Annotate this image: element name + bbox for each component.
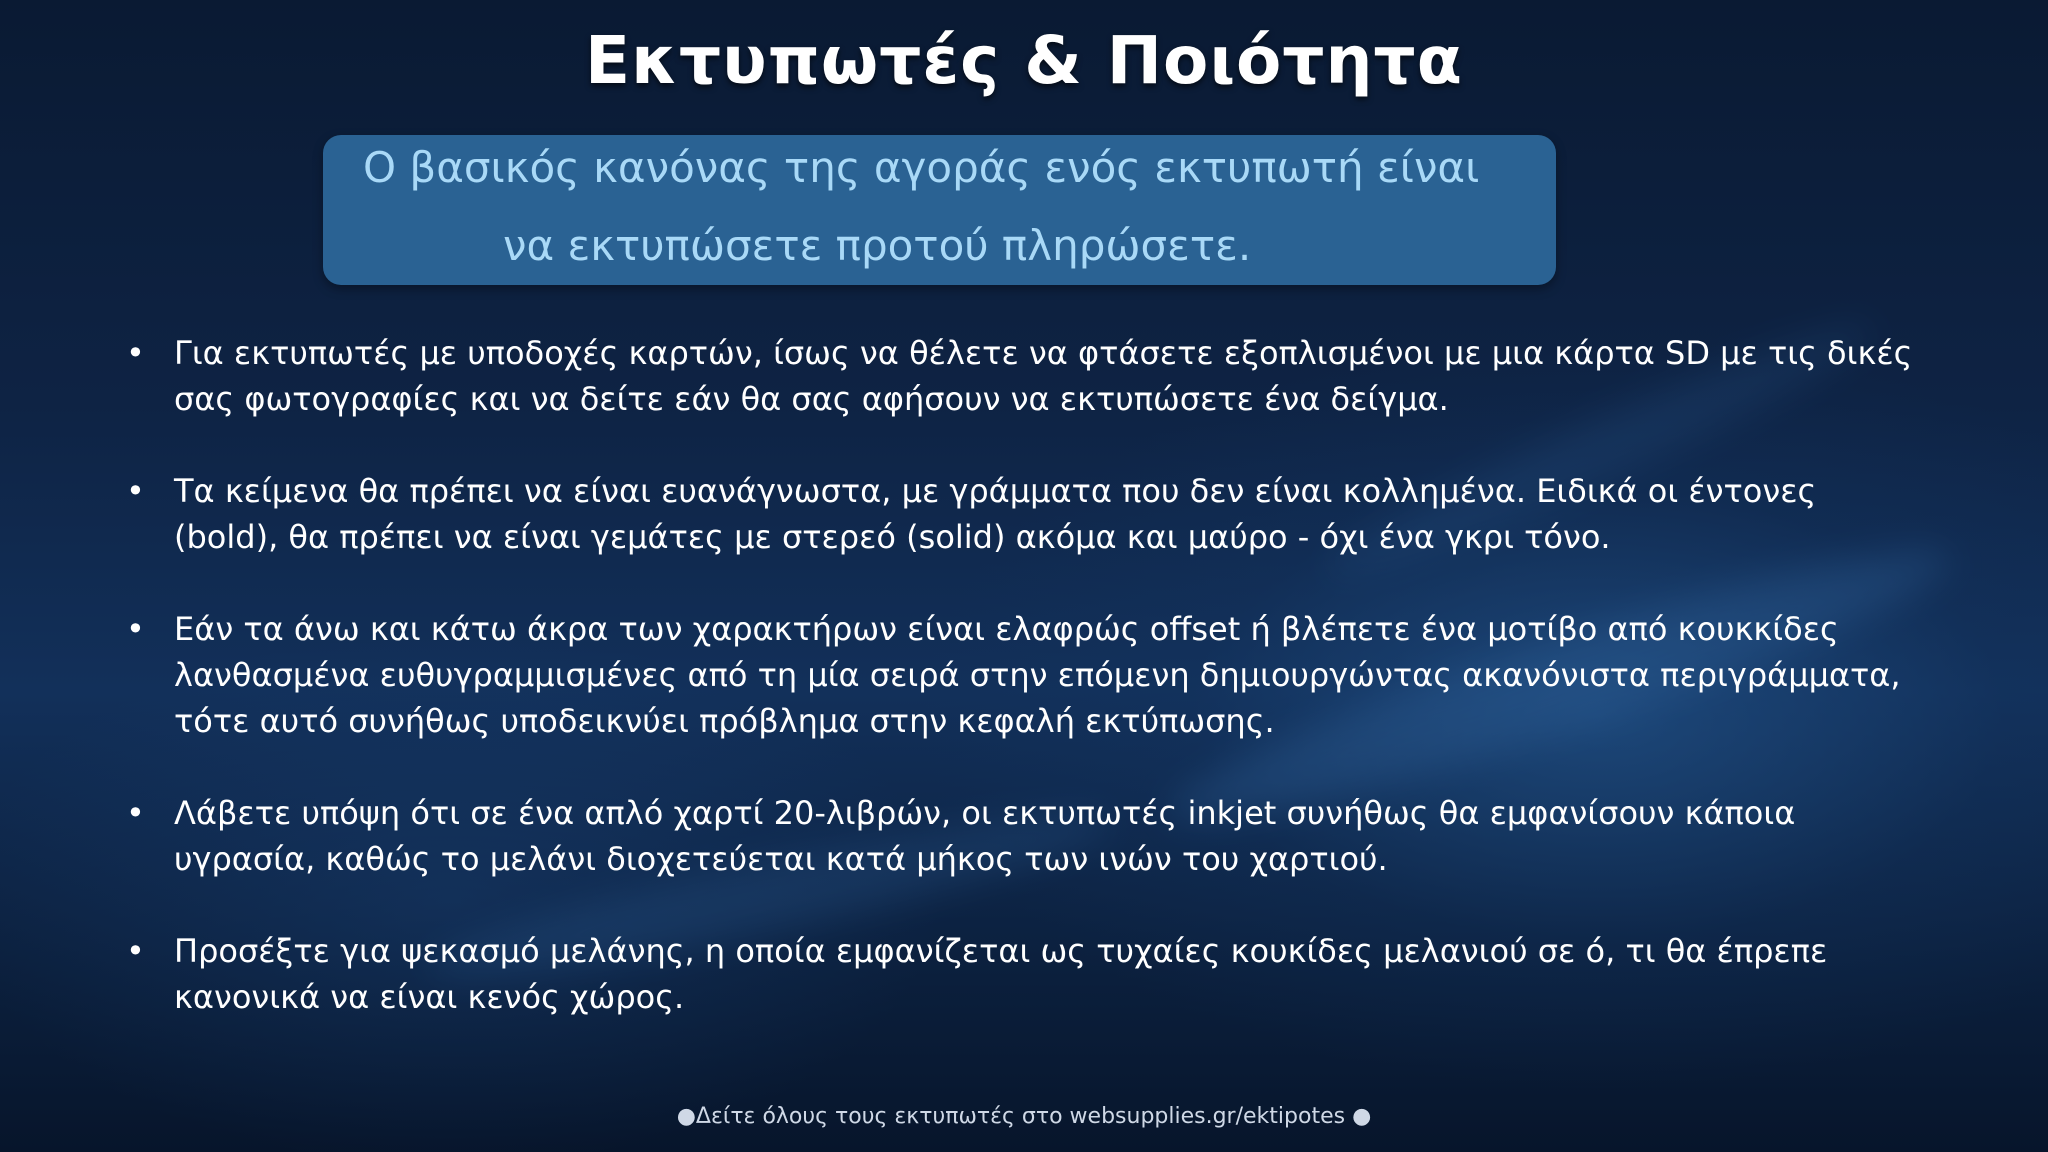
bullet-item bbox=[124, 330, 1924, 422]
bullet-icon: • bbox=[126, 334, 145, 372]
bullet-text-line: τότε αυτό συνήθως υποδεικνύει πρόβλημα στην κεφαλή εκτύπωσης. bbox=[174, 702, 1275, 740]
bullet-list bbox=[124, 330, 1924, 1066]
bullet-text-line: υγρασία, καθώς το μελάνι διοχετεύεται κατά μήκος των ινών του χαρτιού. bbox=[174, 840, 1388, 878]
bullet-icon: • bbox=[126, 610, 145, 648]
slide-title: Εκτυπωτές & Ποιότητα bbox=[585, 22, 1463, 99]
bullet-text-line: Εάν τα άνω και κάτω άκρα των χαρακτήρων είναι ελαφρώς offset ή βλέπετε ένα μοτίβο από κουκκίδες bbox=[174, 610, 1839, 648]
bullet-text-line: (bold), θα πρέπει να είναι γεμάτες με στερεό (solid) ακόμα και μαύρο - όχι ένα γκρι τόνο. bbox=[174, 518, 1611, 556]
bullet-icon: • bbox=[126, 472, 145, 510]
callout-box bbox=[323, 135, 1556, 285]
bullet-item bbox=[124, 606, 1924, 744]
bullet-text-line: λανθασμένα ευθυγραμμισμένες από τη μία σειρά στην επόμενη δημιουργώντας ακανόνιστα περιγράμματα, bbox=[174, 656, 1901, 694]
footer-link-text: ●Δείτε όλους τους εκτυπωτές στο websupplies.gr/ektipotes ● bbox=[676, 1104, 1372, 1129]
bullet-item bbox=[124, 790, 1924, 882]
bullet-text-line: κανονικά να είναι κενός χώρος. bbox=[174, 978, 685, 1016]
bullet-item bbox=[124, 468, 1924, 560]
bullet-item bbox=[124, 928, 1924, 1020]
bullet-text-line: Για εκτυπωτές με υποδοχές καρτών, ίσως να θέλετε να φτάσετε εξοπλισμένοι με μια κάρτα SD με τις δικές bbox=[174, 334, 1913, 372]
bullet-text-line: Λάβετε υπόψη ότι σε ένα απλό χαρτί 20-λιβρών, οι εκτυπωτές inkjet συνήθως θα εμφανίσουν κάποια bbox=[174, 794, 1796, 832]
callout-text-line-2: να εκτυπώσετε προτού πληρώσετε. bbox=[503, 221, 1252, 270]
bullet-text-line: σας φωτογραφίες και να δείτε εάν θα σας αφήσουν να εκτυπώσετε ένα δείγμα. bbox=[174, 380, 1449, 418]
bullet-text-line: Τα κείμενα θα πρέπει να είναι ευανάγνωστα, με γράμματα που δεν είναι κολλημένα. Ειδικά οι έντονες bbox=[174, 472, 1817, 510]
callout-text-line-1: Ο βασικός κανόνας της αγοράς ενός εκτυπωτή είναι bbox=[363, 143, 1480, 192]
bullet-icon: • bbox=[126, 932, 145, 970]
bullet-icon: • bbox=[126, 794, 145, 832]
bullet-text-line: Προσέξτε για ψεκασμό μελάνης, η οποία εμφανίζεται ως τυχαίες κουκίδες μελανιού σε ό, τι θα έπρεπε bbox=[174, 932, 1828, 970]
